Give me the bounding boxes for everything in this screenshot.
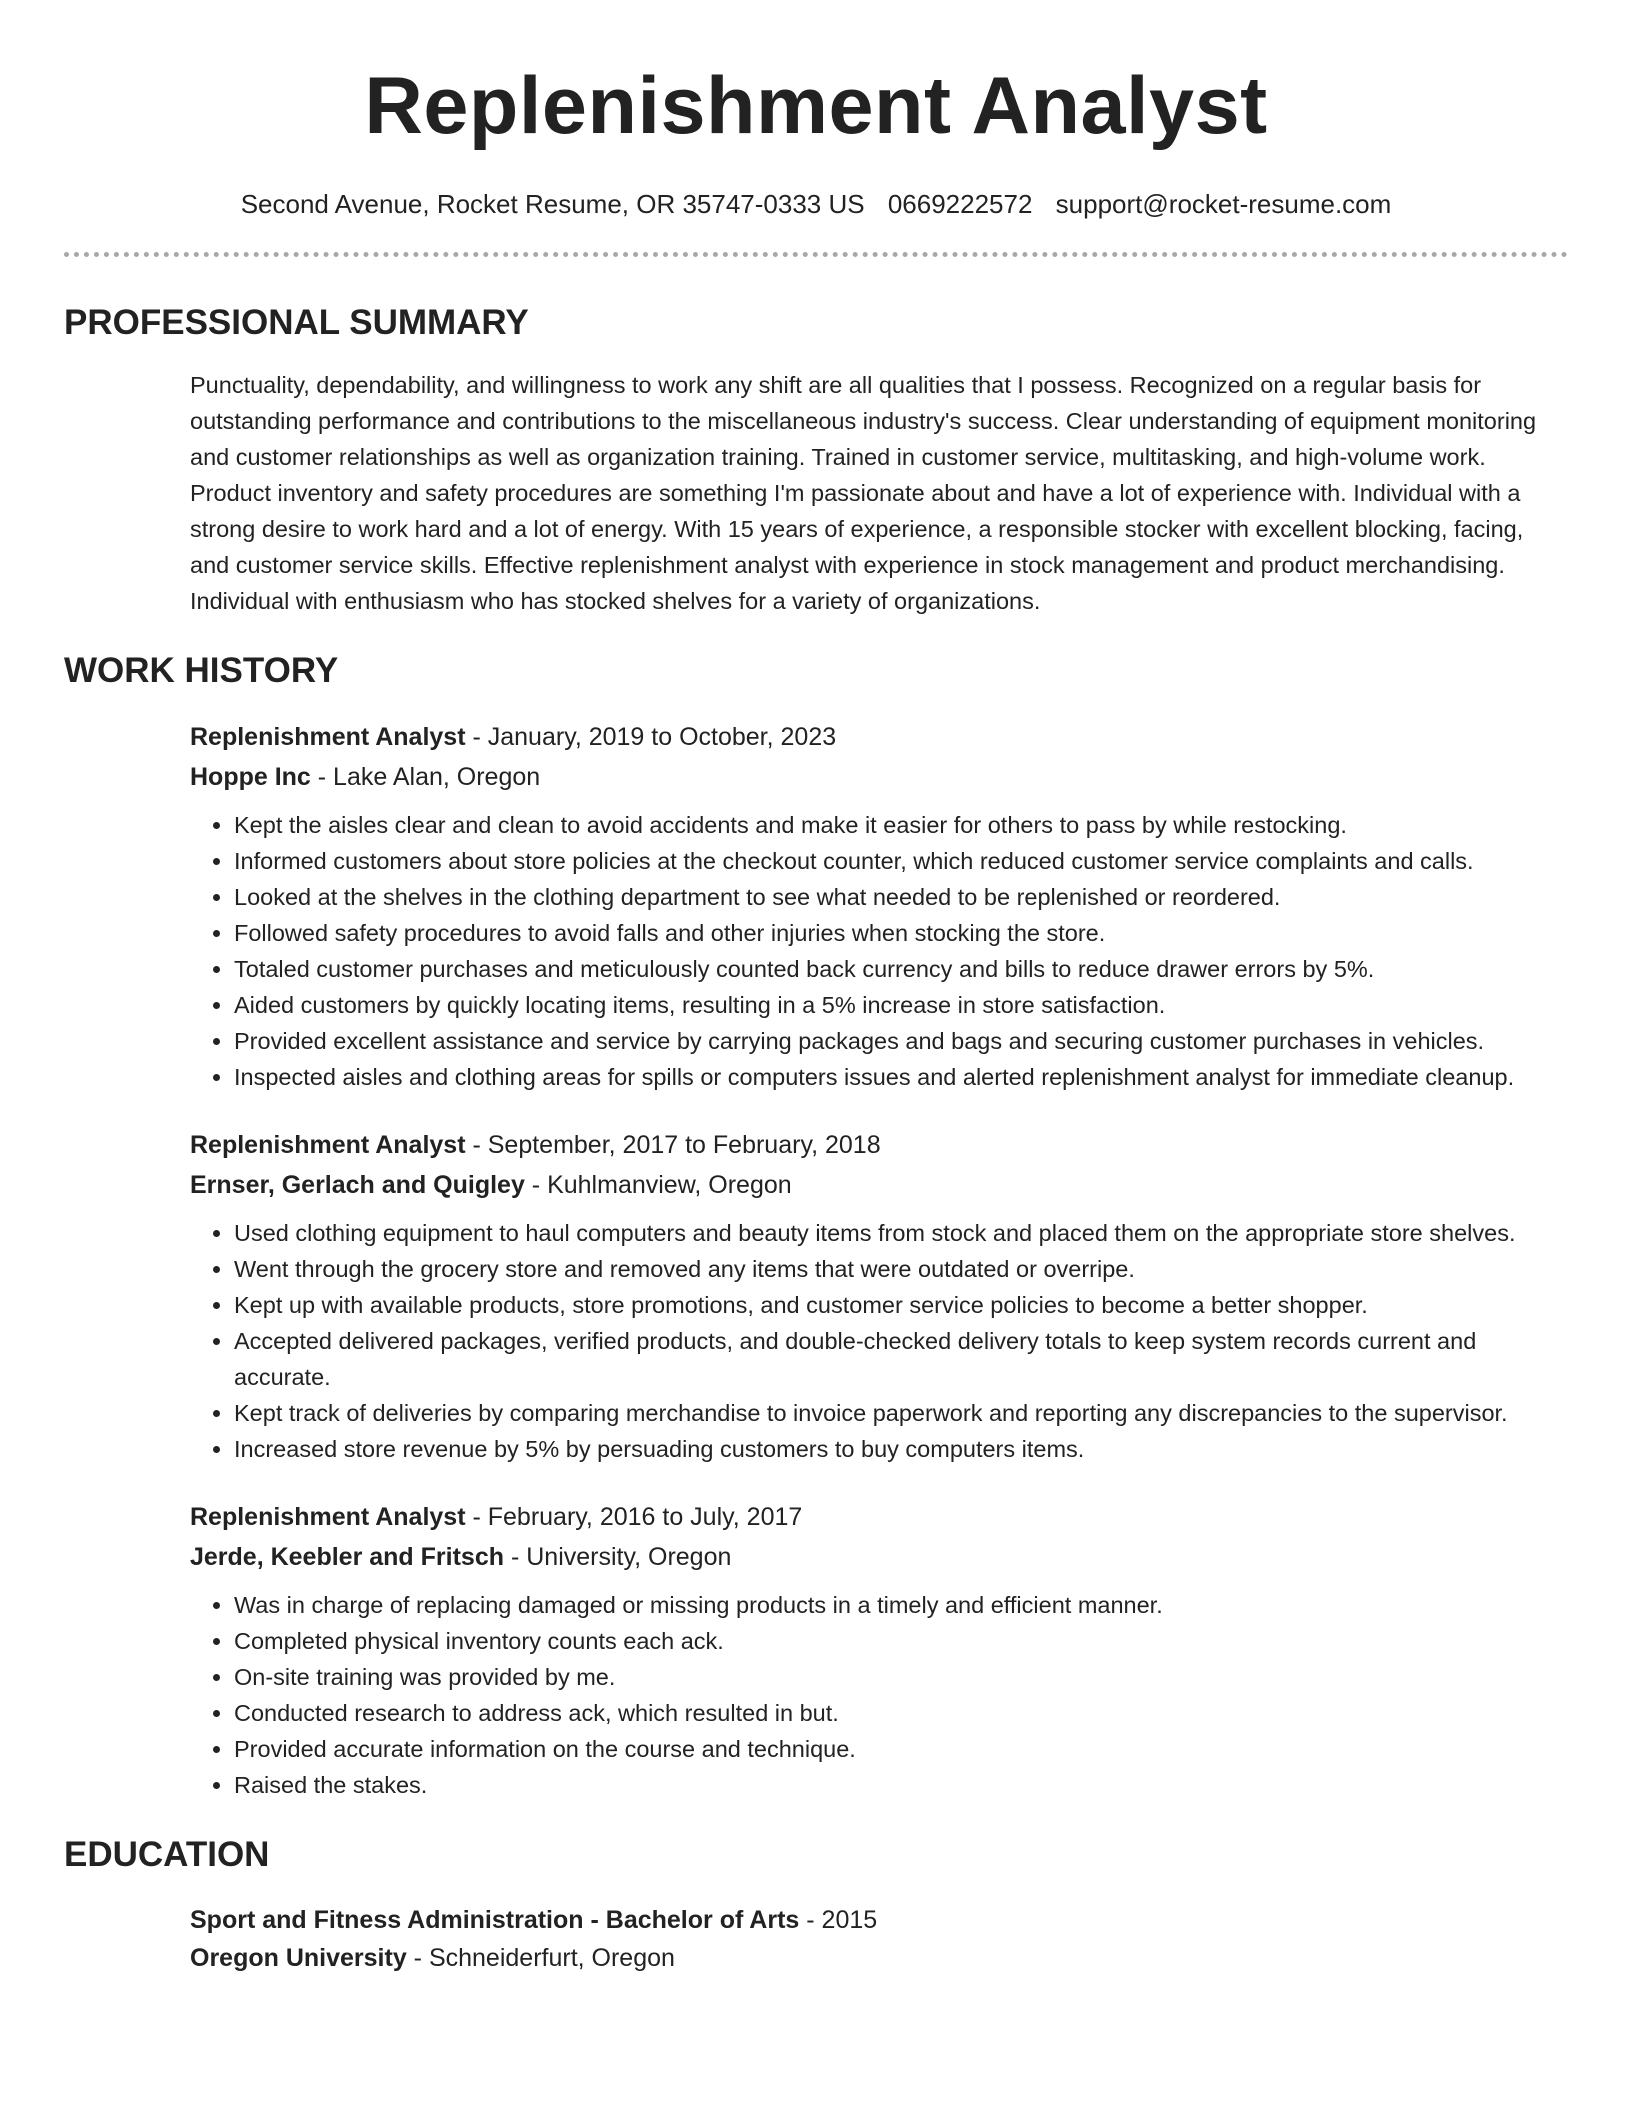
job-duties [190, 807, 1568, 1095]
duty-item: • Informed customers about store policies at the checkout counter, which reduced customer service complaints and calls. [234, 843, 1568, 879]
duty-item: • On-site training was provided by me. [234, 1659, 1568, 1695]
header-divider [64, 252, 1568, 257]
summary-body [190, 367, 1568, 619]
job-dates: - January, 2019 to October, 2023 [465, 723, 837, 751]
duty-item: • Followed safety procedures to avoid falls and other injuries when stocking the store. [234, 915, 1568, 951]
job-company: Ernser, Gerlach and Quigley [190, 1171, 525, 1199]
duty-item: • Accepted delivered packages, verified products, and double-checked delivery totals to keep system records current and accurate. [234, 1323, 1568, 1395]
work-body [190, 717, 1568, 1803]
contact-phone: 0669222572 [887, 189, 1033, 219]
job-entry [190, 1497, 1568, 1803]
resume-header [64, 0, 1568, 257]
job-role: Replenishment Analyst [190, 1503, 466, 1531]
contact-line [64, 188, 1568, 220]
job-entry [190, 717, 1568, 1095]
job-entry [190, 1125, 1568, 1467]
section-title-work: WORK HISTORY [64, 651, 339, 690]
section-education [64, 1833, 1568, 1977]
job-role: Replenishment Analyst [190, 1131, 466, 1159]
job-dates: - September, 2017 to February, 2018 [465, 1131, 881, 1159]
job-company-line [190, 1165, 1568, 1205]
duty-item: • Kept up with available products, store promotions, and customer service policies to become a better shopper. [234, 1287, 1568, 1323]
education-location: - Schneiderfurt, Oregon [406, 1944, 675, 1972]
duty-item: • Raised the stakes. [234, 1767, 1568, 1803]
duty-item: • Increased store revenue by 5% by persuading customers to buy computers items. [234, 1431, 1568, 1467]
job-company: Hoppe Inc [190, 763, 311, 791]
education-body [190, 1901, 1568, 1977]
job-company: Jerde, Keebler and Fritsch [190, 1543, 505, 1571]
section-title-summary: PROFESSIONAL SUMMARY [64, 303, 529, 342]
job-dates: - February, 2016 to July, 2017 [465, 1503, 803, 1531]
duty-item: • Used clothing equipment to haul computers and beauty items from stock and placed them on the appropriate store shelves. [234, 1215, 1568, 1251]
duty-item: • Went through the grocery store and removed any items that were outdated or overripe. [234, 1251, 1568, 1287]
job-title-line [190, 1497, 1568, 1537]
duty-item: • Kept track of deliveries by comparing merchandise to invoice paperwork and reporting any discrepancies to the supervisor. [234, 1395, 1568, 1431]
job-title-line [190, 717, 1568, 757]
duty-item: • Completed physical inventory counts each ack. [234, 1623, 1568, 1659]
education-degree: Sport and Fitness Administration - Bachelor of Arts [190, 1906, 800, 1934]
duty-item: • Looked at the shelves in the clothing department to see what needed to be replenished or reordered. [234, 879, 1568, 915]
duty-item: • Inspected aisles and clothing areas for spills or computers issues and alerted replenishment analyst for immediate cleanup. [234, 1059, 1568, 1095]
job-duties [190, 1215, 1568, 1467]
duty-item: • Kept the aisles clear and clean to avoid accidents and make it easier for others to pass by while restocking. [234, 807, 1568, 843]
duty-item: • Was in charge of replacing damaged or missing products in a timely and efficient manner. [234, 1587, 1568, 1623]
duty-item: • Provided excellent assistance and service by carrying packages and bags and securing customer purchases in vehicles. [234, 1023, 1568, 1059]
candidate-name: Replenishment Analyst [364, 61, 1268, 151]
education-year: - 2015 [799, 1906, 878, 1934]
duty-item: • Totaled customer purchases and meticulously counted back currency and bills to reduce drawer errors by 5%. [234, 951, 1568, 987]
section-work-history [64, 649, 1568, 1803]
summary-text: Punctuality, dependability, and willingness to work any shift are all qualities that I possess. Recognized on a regular basis for outstanding performance and contributions to the miscellaneous industry's success. Clear understanding of equipment monitoring and customer relationships as well as organization training. Trained in customer service, multitasking, and high-volume work. Product inventory and safety procedures are something I'm passionate about and have a lot of experience with. Individual with a strong desire to work hard and a lot of energy. With 15 years of experience, a responsible stocker with excellent blocking, facing, and customer service skills. Effective replenishment analyst with experience in stock management and product merchandising. Individual with enthusiasm who has stocked shelves for a variety of organizations. [190, 372, 1537, 614]
section-title-education: EDUCATION [64, 1835, 270, 1874]
job-title-line [190, 1125, 1568, 1165]
duty-item: • Conducted research to address ack, which resulted in but. [234, 1695, 1568, 1731]
duty-item: • Aided customers by quickly locating items, resulting in a 5% increase in store satisfaction. [234, 987, 1568, 1023]
job-location: - Lake Alan, Oregon [310, 763, 541, 791]
education-school: Oregon University [190, 1944, 407, 1972]
duty-item: • Provided accurate information on the course and technique. [234, 1731, 1568, 1767]
job-duties [190, 1587, 1568, 1803]
job-role: Replenishment Analyst [190, 723, 466, 751]
job-company-line [190, 757, 1568, 797]
education-entry [190, 1901, 1568, 1977]
section-professional-summary [64, 301, 1568, 619]
contact-email: support@rocket-resume.com [1055, 189, 1392, 219]
education-degree-line [190, 1901, 1568, 1939]
job-company-line [190, 1537, 1568, 1577]
job-location: - University, Oregon [504, 1543, 732, 1571]
education-school-line [190, 1939, 1568, 1977]
job-location: - Kuhlmanview, Oregon [524, 1171, 792, 1199]
contact-address: Second Avenue, Rocket Resume, OR 35747-0333 US [240, 189, 865, 219]
